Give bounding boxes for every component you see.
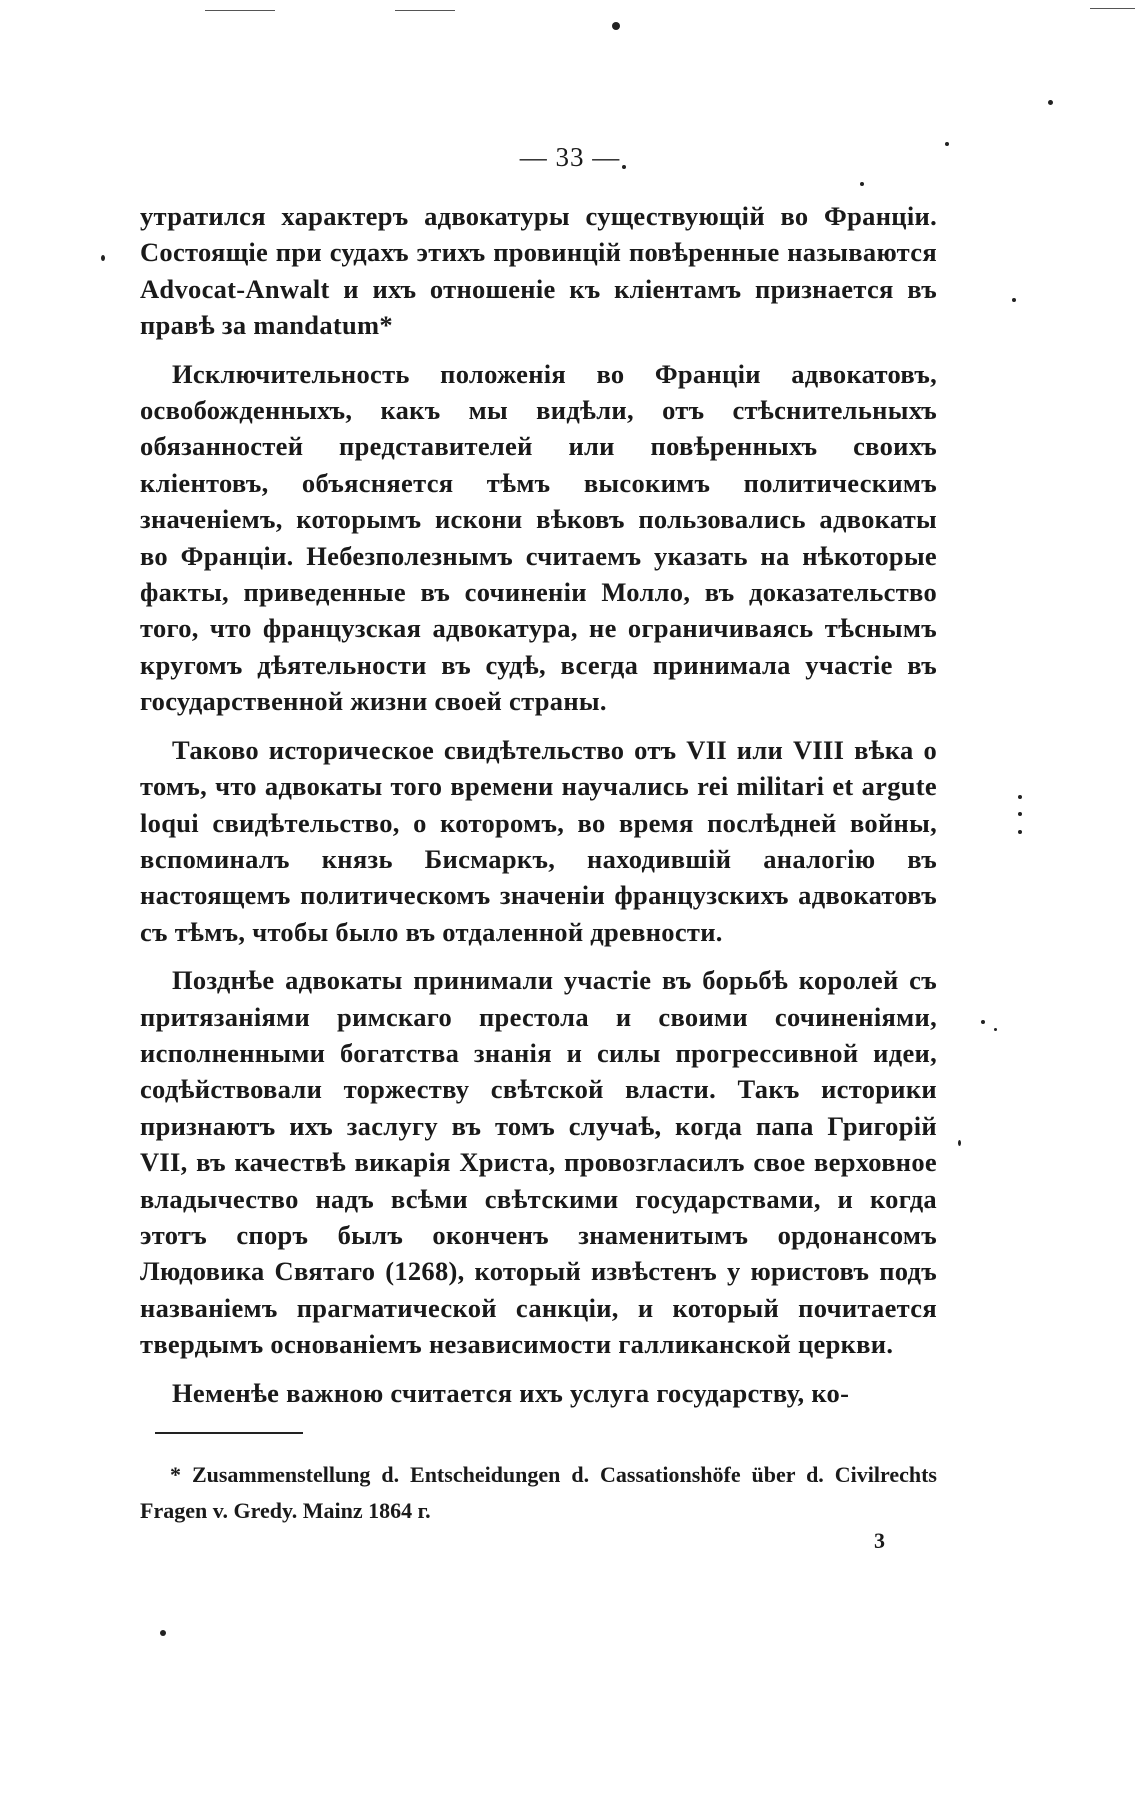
scan-artifact-line (395, 10, 455, 11)
scan-artifact-speck (160, 1630, 166, 1636)
page-number: — 33 — (519, 142, 621, 172)
scan-artifact-speck (981, 1020, 985, 1024)
scan-artifact-line (205, 10, 275, 11)
scan-artifact-speck (1018, 812, 1022, 816)
scan-artifact-speck (1018, 795, 1022, 799)
scan-artifact-speck (958, 1140, 961, 1146)
body-text (140, 198, 937, 1411)
scan-artifact-speck (1012, 298, 1016, 302)
scan-artifact-line (1090, 8, 1135, 9)
paragraph: Таково историческое свидѣтельство отъ VII или VIII вѣка о томъ, что адвокаты того времени научались rei militari et argute loqui свидѣтельство, о которомъ, во время послѣдней войны, вспоминалъ князь Бисмаркъ, находившій аналогію въ настоящемъ политическомъ значеніи французскихъ адвокатовъ съ тѣмъ, чтобы было въ отдаленной древности. (140, 734, 937, 947)
footnote-rule (155, 1432, 303, 1434)
scan-artifact-speck (994, 1028, 997, 1031)
signature-mark: 3 (874, 1528, 885, 1553)
scan-artifact-speck (1048, 100, 1053, 105)
scan-artifact-speck (1018, 830, 1022, 834)
paragraph: Исключительность положенія во Франціи адвокатовъ, освобожденныхъ, какъ мы видѣли, отъ стѣснительныхъ обязанностей представителей или повѣренныхъ своихъ кліентовъ, объясняется тѣмъ высокимъ политическимъ значеніемъ, которымъ искони вѣковъ пользовались адвокаты во Франціи. Небезполезнымъ считаемъ указать на нѣкоторые факты, приведенные въ сочиненіи Молло, въ доказательство того, что французская адвокатура, не ограничиваясь тѣснымъ кругомъ дѣятельности въ судѣ, всегда принимала участіе въ государственной жизни своей страны. (140, 358, 937, 717)
scan-artifact-speck (622, 165, 626, 169)
scan-artifact-speck (101, 255, 105, 261)
paragraph: Неменѣе важною считается ихъ услуга государству, ко- (172, 1377, 850, 1408)
scan-artifact-speck (945, 142, 949, 146)
paragraph: Позднѣе адвокаты принимали участіе въ борьбѣ королей съ притязаніями римскаго престола и своими сочиненіями, исполненными богатства знанія и силы прогрессивной идеи, содѣйствовали торжеству свѣтской власти. Такъ историки признаютъ ихъ заслугу въ томъ случаѣ, когда папа Григорій VII, въ качествѣ викарія Христа, провозгласилъ свое верховное владычество надъ всѣми свѣтскими государствами, и когда этотъ споръ былъ оконченъ знаменитымъ ордонансомъ Людовика Святаго (1268), который извѣстенъ у юристовъ подъ названіемъ прагматической санкціи, и который почитается твердымъ основаніемъ независимости галликанской церкви. (140, 965, 937, 1360)
paragraph-continuation: утратился характеръ адвокатуры существующій во Франціи. Состоящіе при судахъ этихъ провинцій повѣренные называются Advocat-Anwalt и ихъ отношеніе къ кліентамъ признается въ правѣ за mandatum* (140, 201, 937, 341)
scan-artifact-speck (860, 182, 864, 186)
footnote: * Zusammenstellung d. Entscheidungen d. Cassationshöfe über d. Civilrechts Fragen v. Gredy. Mainz 1864 г. (140, 1462, 937, 1523)
scan-artifact-speck (612, 22, 620, 30)
